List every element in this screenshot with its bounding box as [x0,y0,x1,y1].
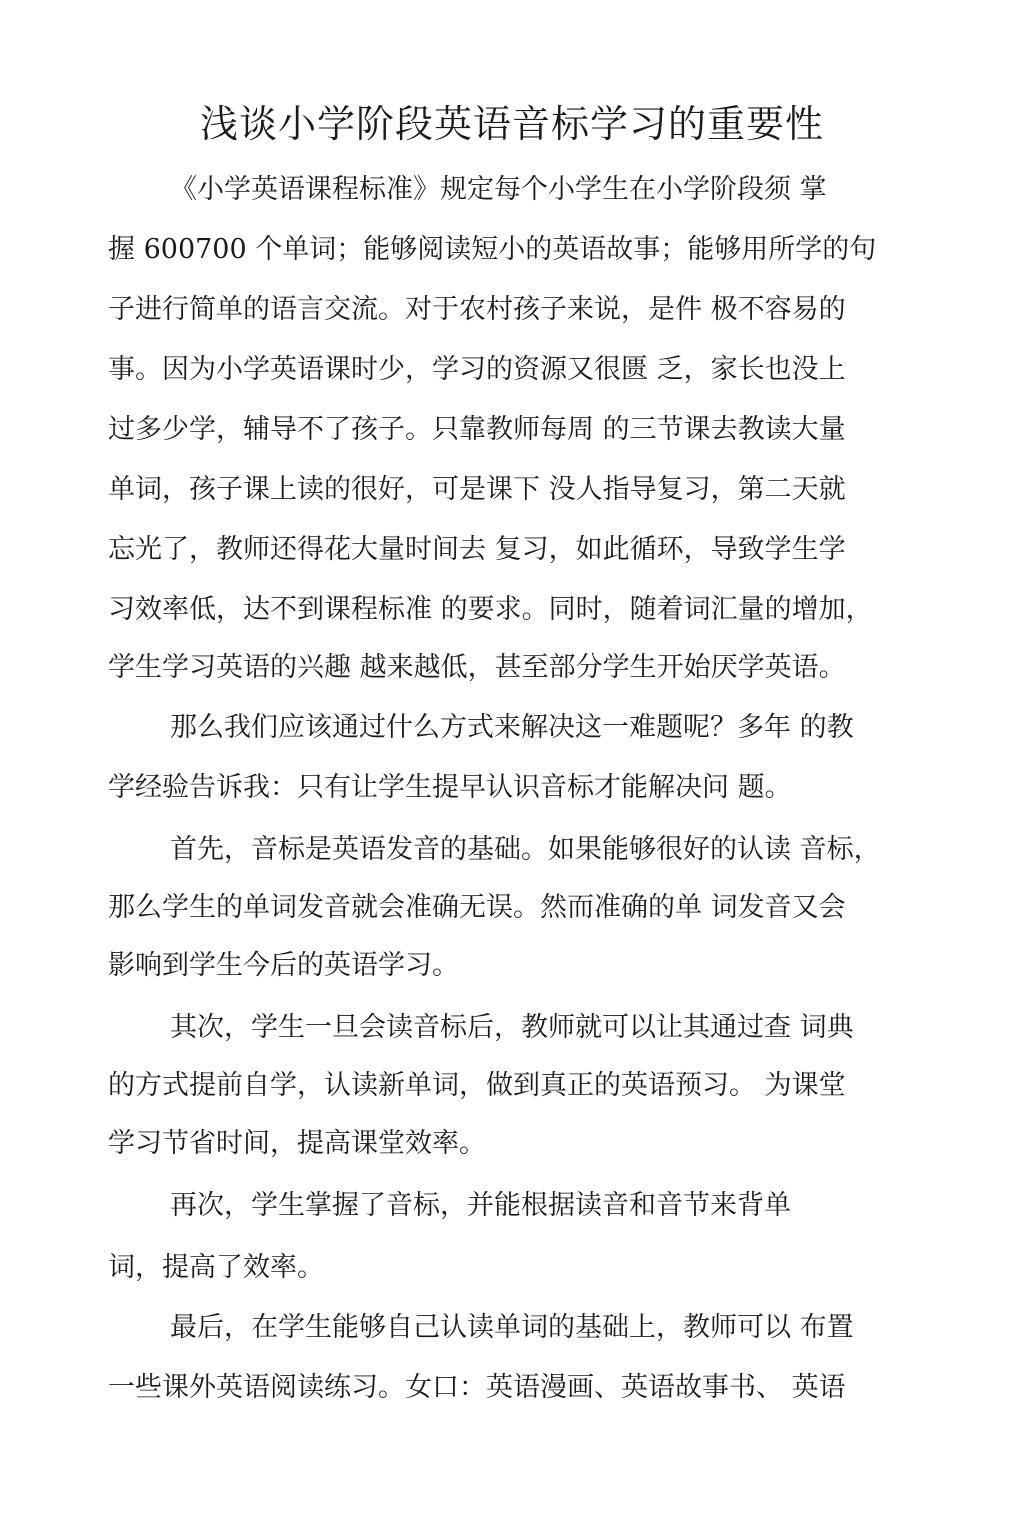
document-title: 浅谈小学阶段英语音标学习的重要性 [199,102,824,146]
paragraph-1-line-2: 握 600700 个单词；能够阅读短小的英语故事；能够用所学的句 [108,234,877,265]
paragraph-6-line-2: 一些课外英语阅读练习。女口：英语漫画、英语故事书、 英语 [108,1372,846,1403]
paragraph-4-line-1: 其次，学生一旦会读音标后，教师就可以让其通过查 词典 [170,1012,854,1043]
paragraph-1-line-7: 忘光了，教师还得花大量时间去 复习，如此循环，导致学生学 [108,534,846,565]
paragraph-4-line-3: 学习节省时间，提高课堂效率。 [108,1128,486,1159]
paragraph-5-line-1: 再次，学生掌握了音标，并能根据读音和音节来背单 [170,1190,791,1221]
paragraph-1-line-4: 事。因为小学英语课时少，学习的资源又很匮 乏，家长也没上 [108,354,846,385]
paragraph-1-line-3: 子进行简单的语言交流。对于农村孩子来说，是件 极不容易的 [108,294,846,325]
paragraph-3-line-3: 影响到学生今后的英语学习。 [108,950,459,981]
paragraph-1-line-9: 学生学习英语的兴趣 越来越低，甚至部分学生开始厌学英语。 [108,652,846,683]
paragraph-2-line-2: 学经验告诉我：只有让学生提早认识音标才能解决问 题。 [108,772,792,803]
paragraph-5-line-2: 词，提高了效率。 [108,1252,324,1283]
paragraph-1-line-1: 《小学英语课程标准》规定每个小学生在小学阶段须 掌 [170,174,827,205]
paragraph-1-line-6: 单词，孩子课上读的很好，可是课下 没人指导复习，第二天就 [108,474,846,505]
paragraph-4-line-2: 的方式提前自学，认读新单词，做到真正的英语预习。 为课堂 [108,1070,846,1101]
paragraph-1-line-8: 习效率低，达不到课程标准 的要求。同时，随着词汇量的增加， [108,594,873,625]
paragraph-6-line-1: 最后，在学生能够自己认读单词的基础上，教师可以 布置 [170,1312,854,1343]
paragraph-1-line-5: 过多少学，辅导不了孩子。只靠教师每周 的三节课去教读大量 [108,414,846,445]
paragraph-3-line-1: 首先，音标是英语发音的基础。如果能够很好的认读 音标， [170,834,881,865]
paragraph-2-line-1: 那么我们应该通过什么方式来解决这一难题呢？多年 的教 [170,712,854,743]
paragraph-3-line-2: 那么学生的单词发音就会准确无误。然而准确的单 词发音又会 [108,892,846,923]
